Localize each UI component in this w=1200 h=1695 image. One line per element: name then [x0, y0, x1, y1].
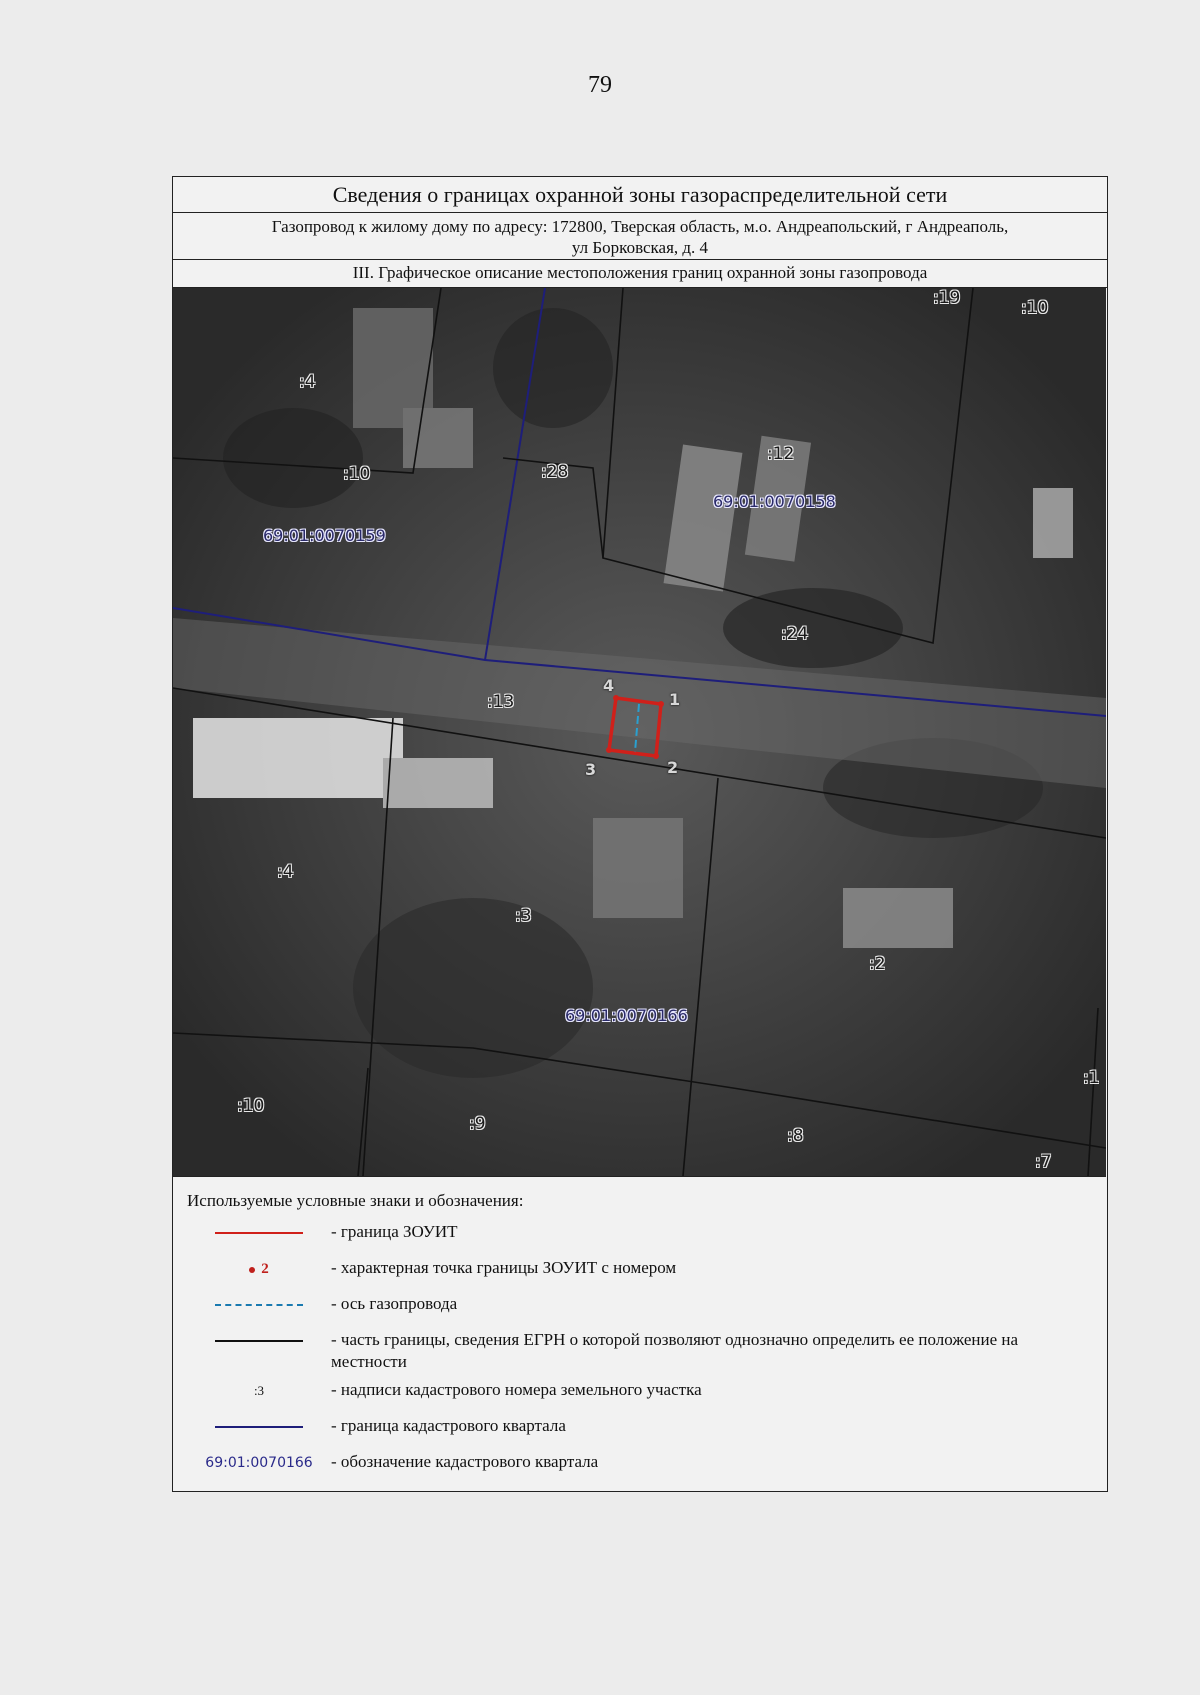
quarter-label-symbol: 69:01:0070166 — [205, 1455, 313, 1471]
section-title: III. Графическое описание местоположения границ охранной зоны газопровода — [173, 260, 1107, 288]
parcel-label: :10 — [237, 1096, 265, 1116]
parcel-label: :10 — [1021, 298, 1049, 318]
quarter-label: 69:01:0070158 — [713, 492, 836, 511]
point-label-3: 3 — [585, 760, 597, 779]
map-layer — [173, 288, 1106, 1176]
black-line-symbol — [187, 1329, 331, 1353]
legend-item-quarter-boundary: - граница кадастрового квартала — [187, 1415, 1107, 1445]
parcel-label-symbol: :3 — [253, 1383, 265, 1398]
parcel-label: :2 — [869, 954, 886, 974]
parcel-label: :4 — [299, 372, 316, 392]
zone-sheet — [172, 176, 1108, 1492]
navy-line-symbol — [187, 1415, 331, 1439]
aerial-map — [173, 288, 1106, 1177]
parcel-label: :19 — [933, 288, 961, 308]
parcel-label: :28 — [541, 462, 569, 482]
parcel-label: :7 — [1035, 1152, 1052, 1172]
boundary-point-4 — [613, 695, 619, 701]
object-description — [173, 213, 1107, 260]
parcel-label: :8 — [787, 1126, 804, 1146]
boundary-point-symbol: 2 — [187, 1257, 331, 1281]
parcel-label: :1 — [1083, 1068, 1100, 1088]
legend — [173, 1177, 1107, 1481]
quarter-label: 69:01:0070159 — [263, 526, 386, 545]
parcel-label: :24 — [781, 624, 809, 644]
red-line-symbol — [187, 1221, 331, 1245]
dashed-line-symbol — [187, 1293, 331, 1317]
legend-item-zouit-boundary: - граница ЗОУИТ — [187, 1221, 1107, 1251]
legend-item-gas-axis: - ось газопровода — [187, 1293, 1107, 1323]
parcel-label: :12 — [767, 444, 795, 464]
boundary-point-3 — [606, 747, 612, 753]
parcel-label: :10 — [343, 464, 371, 484]
boundary-point-2 — [653, 753, 659, 759]
legend-item-parcel-boundary: - часть границы, сведения ЕГРН о которой позволяют однозначно определить ее положение на местности — [187, 1329, 1107, 1373]
legend-title: Используемые условные знаки и обозначения: — [187, 1191, 524, 1210]
point-label-2: 2 — [667, 758, 679, 777]
sheet-title: Сведения о границах охранной зоны газораспределительной сети — [173, 177, 1107, 213]
parcel-label: :13 — [487, 692, 515, 712]
legend-item-boundary-point: 2 - характерная точка границы ЗОУИТ с номером — [187, 1257, 1107, 1287]
legend-item-quarter-label: 69:01:0070166 - обозначение кадастрового квартала — [187, 1451, 1107, 1481]
parcel-label: :9 — [469, 1114, 486, 1134]
point-label-1: 1 — [669, 690, 681, 709]
object-address-line2: ул Борковская, д. 4 — [571, 238, 709, 257]
page-number: 79 — [588, 72, 612, 98]
boundary-point-1 — [658, 701, 664, 707]
quarter-label: 69:01:0070166 — [565, 1006, 688, 1025]
point-label-4: 4 — [603, 676, 615, 695]
legend-item-parcel-label: :3 - надписи кадастрового номера земельного участка — [187, 1379, 1107, 1409]
parcel-label: :3 — [515, 906, 532, 926]
object-address-line1: Газопровод к жилому дому по адресу: 172800, Тверская область, м.о. Андреапольский, г Андреаполь, — [271, 217, 1009, 236]
parcel-label: :4 — [277, 862, 294, 882]
